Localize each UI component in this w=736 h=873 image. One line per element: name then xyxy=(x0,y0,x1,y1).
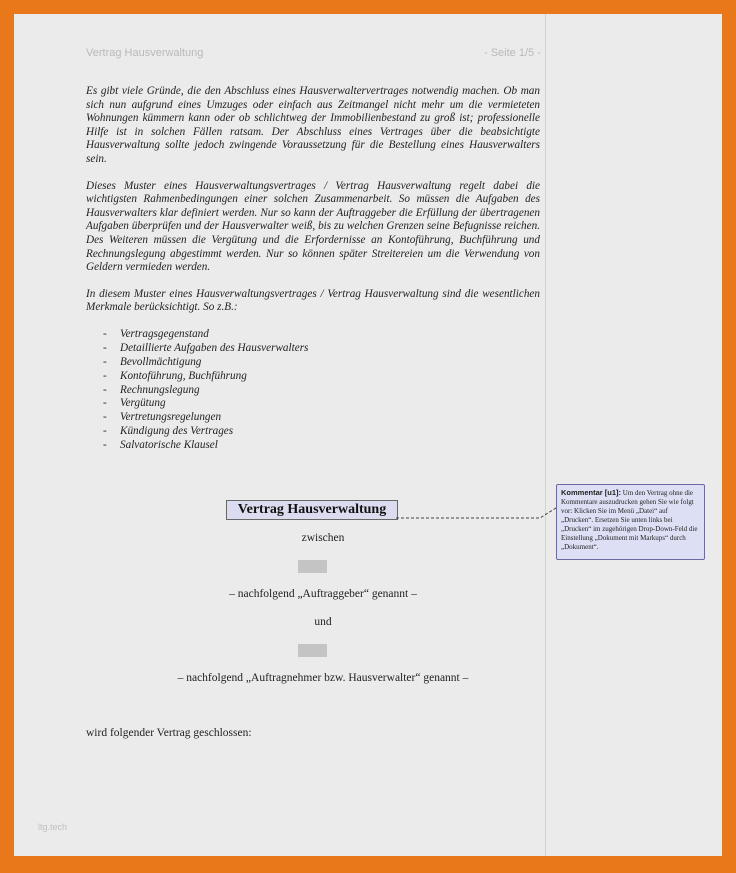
page-number: - Seite 1/5 - xyxy=(484,47,541,59)
and-label: und xyxy=(314,616,332,628)
page-footer: ltg.tech xyxy=(38,822,68,832)
intro-paragraph-2: Dieses Muster eines Hausverwaltungsvertrages / Vertrag Hausverwaltung regelt dabei die wichtigsten Rahmenbedingungen einer solchen Zusammenarbeit. So müssen die Aufgaben des Hausverwalters klar definiert werden. Nur so kann der Auftraggeber die Erfüllung der übertragenen Aufgaben überprüfen und der Hausverwalter weiß, bis zu welchen Grenzen seine Befugnisse reichen. Des Weiteren müssen die Vergütung und die Erfordernisse an Kontoführung, Buchführung und Rechnungslegung abgestimmt werden. Nur so können später Streitereien um die Verwendung von Geldern vermieden werden. xyxy=(86,179,540,274)
list-item: - Vergütung xyxy=(86,397,540,411)
intro-paragraph-1: Es gibt viele Gründe, die den Abschluss eines Hausverwaltervertrages notwendig machen. Ob man sich nun aufgrund eines Umzuges oder einfach aus Zeitmangel nicht mehr um die vermieteten Wohnungen kümmern kann oder ob schlichtweg der Immobilienbestand zu groß ist; professionelle Hilfe ist in solchen Fällen ratsam. Der Abschluss eines Vertrages über die beabsichtigte Hausverwaltung sollte jedoch zwingende Voraussetzung für die Bestellung eines Hausverwalters sein. xyxy=(86,85,540,165)
comment-label: Kommentar [u1]: xyxy=(561,488,622,497)
list-item: - Kündigung des Vertrages xyxy=(86,425,540,439)
client-designation: – nachfolgend „Auftraggeber“ genannt – xyxy=(229,588,417,600)
review-comment-balloon[interactable] xyxy=(556,484,705,560)
intro-paragraph-3: In diesem Muster eines Hausverwaltungsvertrages / Vertrag Hausverwaltung sind die wesentlichen Merkmale berücksichtigt. So z.B.: xyxy=(86,287,540,314)
comment-text: Um den Vertrag ohne die Kommentare auszudrucken gehen Sie wie folgt vor: Klicken Sie im Menü „Datei“ auf „Drucken“. Ersetzen Sie unten links bei „Drucken“ im zugehörigen Drop-Down-Feld die Einstellung „Dokument mit Markups“ durch „Dokument“. xyxy=(561,489,698,551)
contract-concluded-text: wird folgender Vertrag geschlossen: xyxy=(86,727,252,739)
list-item: - Bevollmächtigung xyxy=(86,356,540,370)
list-item: - Vertragsgegenstand xyxy=(86,328,540,342)
page-header-title: Vertrag Hausverwaltung xyxy=(86,47,204,59)
contract-title[interactable]: Vertrag Hausverwaltung xyxy=(226,500,398,520)
contractor-designation: – nachfolgend „Auftragnehmer bzw. Hausverwalter“ genannt – xyxy=(177,672,469,684)
list-item: - Vertretungsregelungen xyxy=(86,411,540,425)
list-item: - Detaillierte Aufgaben des Hausverwalters xyxy=(86,342,540,356)
between-label: zwischen xyxy=(301,532,345,544)
list-item: - Salvatorische Klausel xyxy=(86,439,540,453)
list-item: - Rechnungslegung xyxy=(86,384,540,398)
list-item: - Kontoführung, Buchführung xyxy=(86,370,540,384)
